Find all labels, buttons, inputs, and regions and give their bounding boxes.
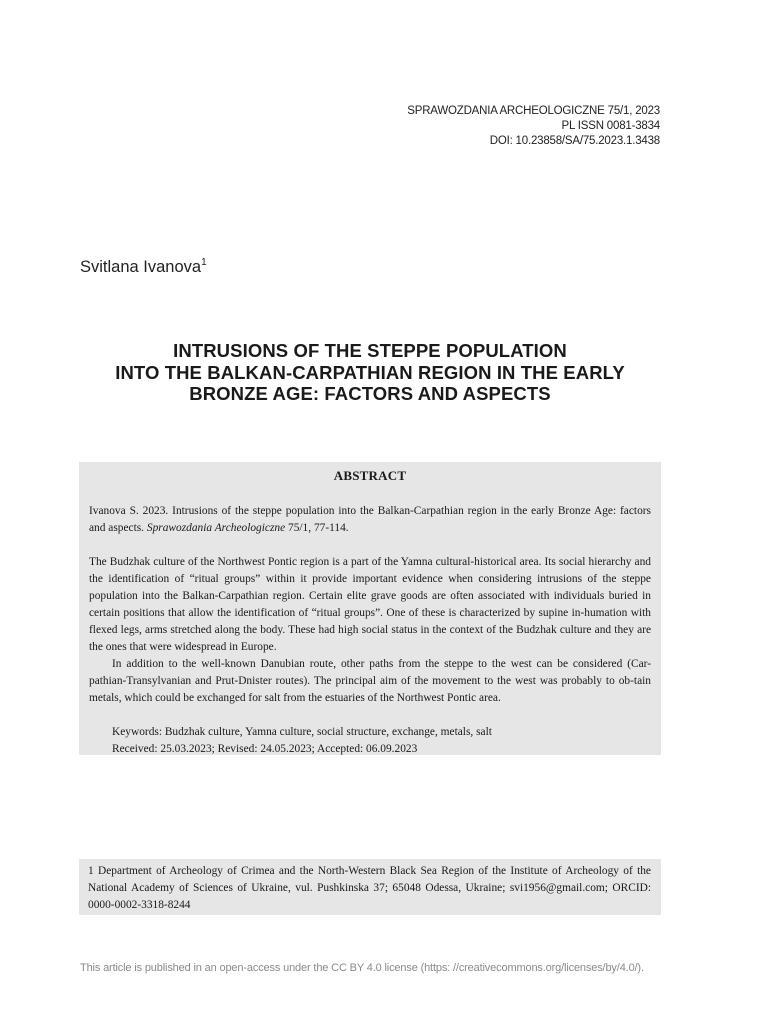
author [80,257,207,277]
title-line-2: INTO THE BALKAN-CARPATHIAN REGION IN THE EARLY [115,361,625,383]
abstract-citation [89,503,651,537]
abstract-paragraph-1: The Budzhak culture of the Northwest Pontic region is a part of the Yamna cultural-historical area. Its social hierarchy and the identification of “ritual groups” within it provide important evidence when considering intrusions of the steppe population into the Balkan-Carpathian region. Certain elite grave goods are often associated with individuals buried in certain positions that allow the identification of “ritual groups”. One of these is characterized by supine in-humation with flexed legs, arms stretched along the body. These had high social status in the context of the Budzhak culture and they are the ones that were widespread in Europe. [89,556,651,653]
citation-journal: Sprawozdania Archeologiczne [146,522,286,534]
doi: DOI: 10.23858/SA/75.2023.1.3438 [489,135,660,147]
keywords: Keywords: Budzhak culture, Yamna culture, social structure, exchange, metals, salt [112,726,492,738]
article-title [80,340,660,405]
journal-header [407,104,660,149]
footnote-box [79,859,661,915]
citation-pages: 75/1, 77-114. [285,522,349,534]
citation-text: Ivanova S. 2023. Intrusions of the steppe population into the Balkan-Carpathian region in the early Bronze Age: factors and aspects. [89,505,651,534]
abstract-box [79,462,661,755]
footnote-text: 1 Department of Archeology of Crimea and the North-Western Black Sea Region of the Institute of Archeology of the National Academy of Sciences of Ukraine, vul. Pushkinska 37; 65048 Odessa, Ukraine; svi1956@gmail.com; ORCID: 0000-0002-3318-8244 [88,865,651,911]
title-line-3: BRONZE AGE: FACTORS AND ASPECTS [189,383,551,404]
journal-name: SPRAWOZDANIA ARCHEOLOGICZNE 75/1, 2023 [407,105,660,117]
title-line-1: INTRUSIONS OF THE STEPPE POPULATION [173,340,567,361]
received-dates: Received: 25.03.2023; Revised: 24.05.2023; Accepted: 06.09.2023 [112,743,418,755]
author-name: Svitlana Ivanova [80,258,202,276]
license-note: This article is published in an open-access under the CC BY 4.0 license (https: //creativecommons.org/licenses/by/4.0/). [80,962,644,974]
abstract-heading: ABSTRACT [333,468,407,483]
abstract-paragraph-2: In addition to the well-known Danubian route, other paths from the steppe to the west can be considered (Car-pathian-Transylvanian and Prut-Dnister routes). The principal aim of the movement to the west was probably to ob-tain metals, which could be exchanged for salt from the estuaries of the Northwest Pontic area. [89,658,651,704]
author-footnote-mark: 1 [201,257,207,268]
issn: PL ISSN 0081-3834 [561,120,660,132]
